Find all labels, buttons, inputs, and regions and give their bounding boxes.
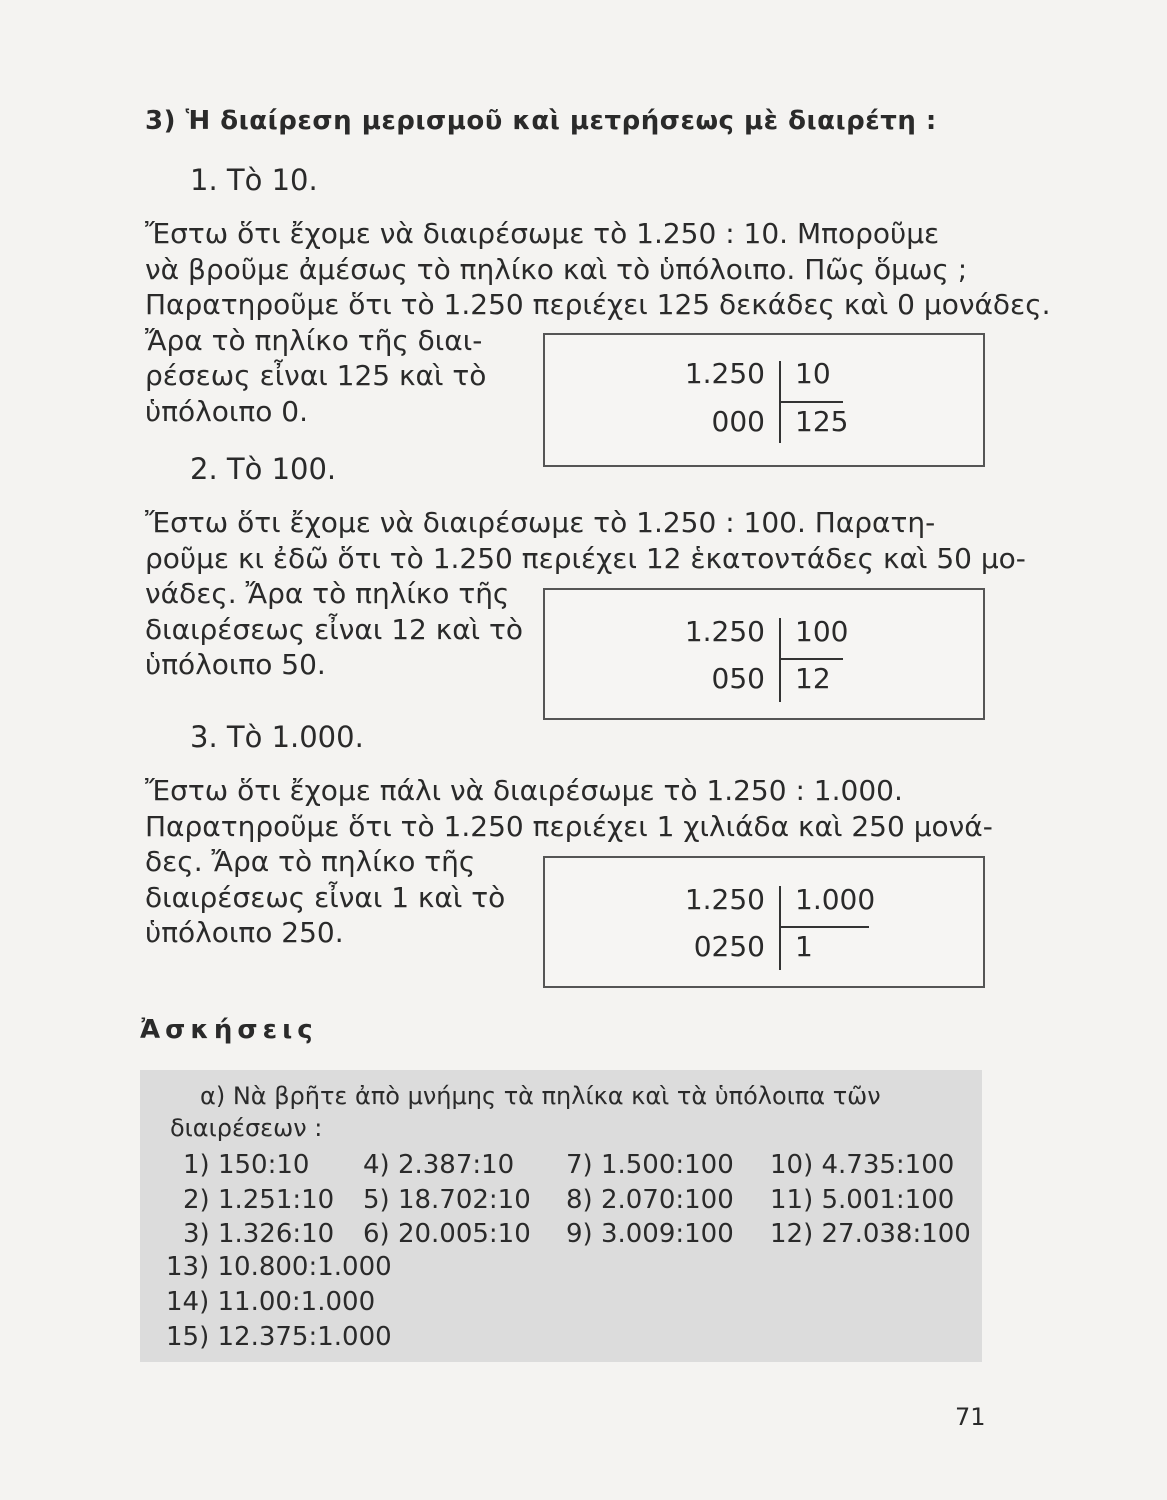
division-vertical-rule xyxy=(779,618,781,702)
text-line: διαιρέσεως εἶναι 1 καὶ τὸ xyxy=(145,880,506,914)
text-line: διαιρέσεων : xyxy=(170,1114,323,1142)
divisor: 1.000 xyxy=(795,883,876,916)
page-number: 71 xyxy=(955,1403,986,1431)
dividend: 1.250 xyxy=(684,615,765,648)
division-vertical-rule xyxy=(779,886,781,970)
text-line: ρέσεως εἶναι 125 καὶ τὸ xyxy=(145,359,487,392)
division-box-100 xyxy=(543,588,985,720)
text-line: ὑπόλοιπο 0. xyxy=(145,394,308,428)
text-line: νὰ βροῦμε ἀμέσως τὸ πηλίκο καὶ τὸ ὑπόλοιπο. Πῶς ὅμως ; xyxy=(145,252,968,286)
exercise-item: 8) 2.070:100 xyxy=(566,1185,734,1215)
remainder: 000 xyxy=(711,405,765,438)
text-line: διαιρέσεως εἶναι 12 καὶ τὸ xyxy=(145,612,524,646)
text-line: νάδες. Ἄρα τὸ πηλίκο τῆς xyxy=(145,577,510,610)
text-line: Παρατηροῦμε ὅτι τὸ 1.250 περιέχει 125 δεκάδες καὶ 0 μονάδες. xyxy=(145,288,1051,321)
divisor: 10 xyxy=(795,357,831,390)
division-box-10 xyxy=(543,333,985,467)
text-line: α) Νὰ βρῆτε ἀπὸ μνήμης τὰ πηλίκα καὶ τὰ ὑπόλοιπα τῶν xyxy=(200,1082,881,1110)
subsection-title-10: 1. Τὸ 10. xyxy=(190,163,318,197)
exercise-item: 15) 12.375:1.000 xyxy=(166,1322,392,1352)
exercise-item: 10) 4.735:100 xyxy=(770,1150,955,1180)
text-line: δες. Ἄρα τὸ πηλίκο τῆς xyxy=(145,845,476,878)
subsection-title-100: 2. Τὸ 100. xyxy=(190,452,337,486)
text-line: ὑπόλοιπο 50. xyxy=(145,648,326,681)
exercises-title: Ἀσκήσεις xyxy=(140,1015,318,1045)
text-line: Παρατηροῦμε ὅτι τὸ 1.250 περιέχει 1 χιλιάδα καὶ 250 μονά- xyxy=(145,809,993,843)
exercise-item: 4) 2.387:10 xyxy=(363,1150,515,1180)
division-box-1000 xyxy=(543,856,985,988)
dividend: 1.250 xyxy=(684,357,765,390)
remainder: 0250 xyxy=(693,930,765,963)
exercise-item: 1) 150:10 xyxy=(183,1150,310,1180)
quotient: 1 xyxy=(795,930,813,963)
exercises-intro xyxy=(170,1080,965,1144)
dividend: 1.250 xyxy=(684,883,765,916)
subsection-title-1000: 3. Τὸ 1.000. xyxy=(190,720,364,754)
quotient: 125 xyxy=(795,405,849,438)
exercise-item: 2) 1.251:10 xyxy=(183,1185,335,1215)
text-line: Ἔστω ὅτι ἔχομε πάλι νὰ διαιρέσωμε τὸ 1.250 : 1.000. xyxy=(145,774,903,807)
division-horizontal-rule xyxy=(781,401,843,403)
quotient: 12 xyxy=(795,662,831,695)
exercise-item: 14) 11.00:1.000 xyxy=(166,1287,376,1317)
exercise-item: 6) 20.005:10 xyxy=(363,1219,531,1249)
text-line: ὑπόλοιπο 250. xyxy=(145,916,344,949)
exercise-item: 12) 27.038:100 xyxy=(770,1219,971,1249)
exercise-item: 9) 3.009:100 xyxy=(566,1219,734,1249)
text-line: Ἔστω ὅτι ἔχομε νὰ διαιρέσωμε τὸ 1.250 : 100. Παρατη- xyxy=(145,506,936,539)
text-line: Ἔστω ὅτι ἔχομε νὰ διαιρέσωμε τὸ 1.250 : 10. Μποροῦμε xyxy=(145,217,940,250)
exercise-item: 7) 1.500:100 xyxy=(566,1150,734,1180)
remainder: 050 xyxy=(711,662,765,695)
exercise-item: 11) 5.001:100 xyxy=(770,1185,955,1215)
exercise-item: 3) 1.326:10 xyxy=(183,1219,335,1249)
division-horizontal-rule xyxy=(781,658,843,660)
exercise-item: 5) 18.702:10 xyxy=(363,1185,531,1215)
text-line: Ἄρα τὸ πηλίκο τῆς διαι- xyxy=(145,323,483,357)
exercise-item: 13) 10.800:1.000 xyxy=(166,1252,392,1282)
division-horizontal-rule xyxy=(781,926,869,928)
divisor: 100 xyxy=(795,615,849,648)
text-line: ροῦμε κι ἐδῶ ὅτι τὸ 1.250 περιέχει 12 ἑκατοντάδες καὶ 50 μο- xyxy=(145,541,1026,575)
section-heading: 3) Ἡ διαίρεση μερισμοῦ καὶ μετρήσεως μὲ διαιρέτη : xyxy=(145,106,937,136)
